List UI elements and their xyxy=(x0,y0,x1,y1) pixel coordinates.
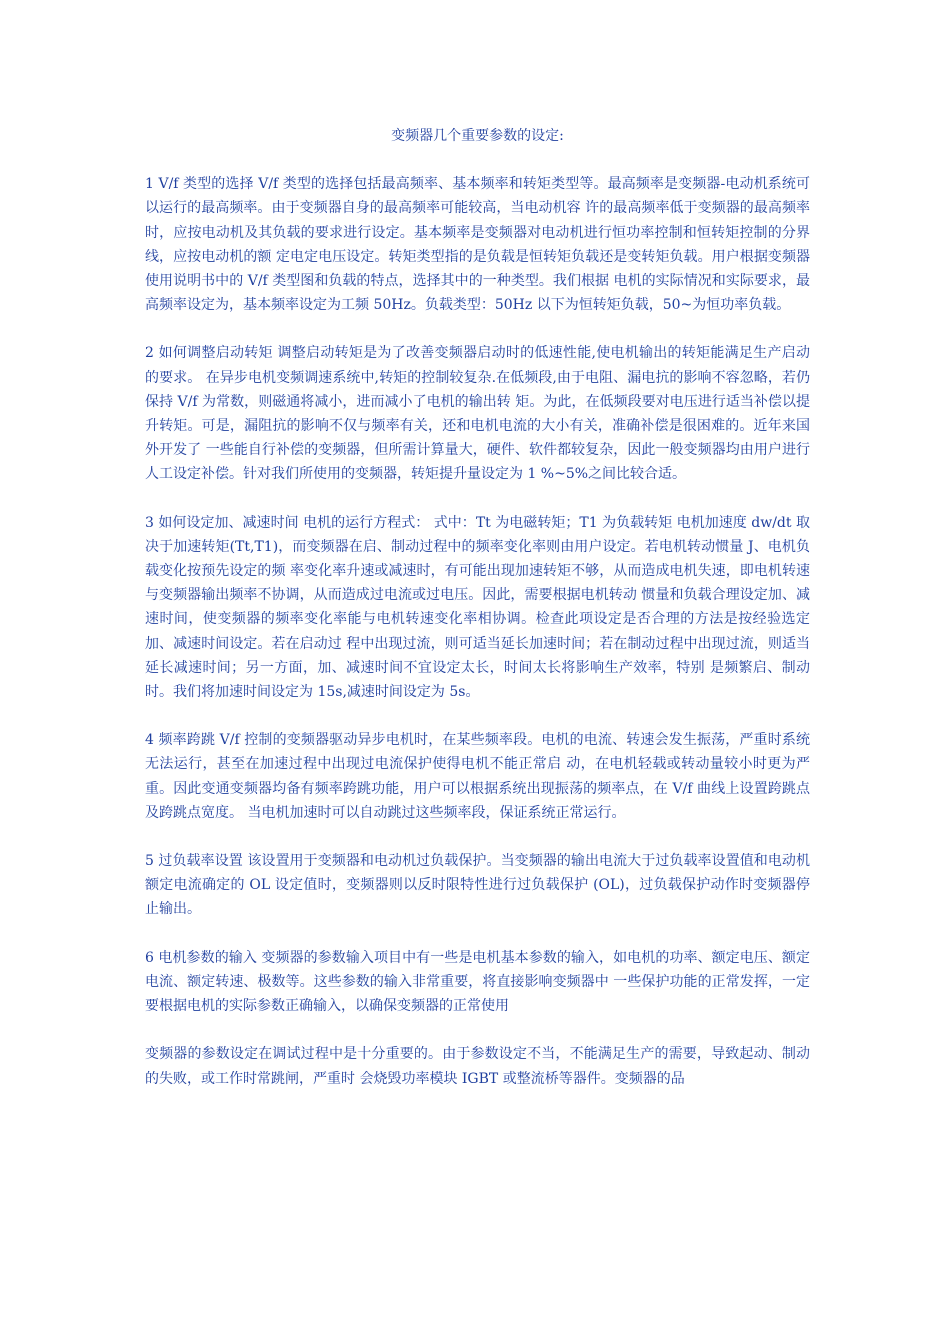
paragraph-frequency-jump: 4 频率跨跳 V/f 控制的变频器驱动异步电机时，在某些频率段。电机的电流、转速会发生振荡，严重时系统无法运行，甚至在加速过程中出现过电流保护使得电机不能正常启 动，在电机轻载或转动量较小时更为严重。因此变通变频器均备有频率跨跳功能，用户可以根据系统出现振荡的频率点，在 V/f 曲线上设置跨跳点及跨跳点宽度。 当电机加速时可以自动跳过这些频率段，保证系统正常运行。 xyxy=(145,732,810,821)
paragraph-vf-type: 1 V/f 类型的选择 V/f 类型的选择包括最高频率、基本频率和转矩类型等。最高频率是变频器-电动机系统可以运行的最高频率。由于变频器自身的最高频率可能较高，当电动机容 许的最高频率低于变频器的最高频率时，应按电动机及其负载的要求进行设定。基本频率是变频器对电动机进行恒功率控制和恒转矩控制的分界线，应按电动机的额 定电定电压设定。转矩类型指的是负载是恒转矩负载还是变转矩负载。用户根据变频器使用说明书中的 V/f 类型图和负载的特点，选择其中的一种类型。我们根据 电机的实际情况和实际要求，最高频率设定为，基本频率设定为工频 50Hz。负载类型：50Hz 以下为恒转矩负载，50~为恒功率负载。 xyxy=(145,176,810,314)
document-body xyxy=(145,124,810,1115)
paragraph-conclusion: 变频器的参数设定在调试过程中是十分重要的。由于参数设定不当，不能满足生产的需要，导致起动、制动的失败，或工作时常跳闸，严重时 会烧毁功率模块 IGBT 或整流桥等器件。变频器的品 xyxy=(145,1046,810,1087)
document-title: 变频器几个重要参数的设定: xyxy=(391,128,564,144)
paragraph-overload-rate: 5 过负载率设置 该设置用于变频器和电动机过负载保护。当变频器的输出电流大于过负载率设置值和电动机额定电流确定的 OL 设定值时，变频器则以反时限特性进行过负载保护 (OL)，过负载保护动作时变频器停止输出。 xyxy=(145,853,810,918)
paragraph-start-torque: 2 如何调整启动转矩 调整启动转矩是为了改善变频器启动时的低速性能,使电机输出的转矩能满足生产启动的要求。 在异步电机变频调速系统中,转矩的控制较复杂.在低频段,由于电阻、漏电抗的影响不容忽略，若仍保持 V/f 为常数，则磁通将减小，进而减小了电机的输出转 矩。为此，在低频段要对电压进行适当补偿以提升转矩。可是，漏阻抗的影响不仅与频率有关，还和电机电流的大小有关，准确补偿是很困难的。近年来国外开发了 一些能自行补偿的变频器，但所需计算量大，硬件、软件都较复杂，因此一般变频器均由用户进行人工设定补偿。针对我们所使用的变频器，转矩提升量设定为 1 %~5%之间比较合适。 xyxy=(145,345,810,483)
paragraph-motor-parameters: 6 电机参数的输入 变频器的参数输入项目中有一些是电机基本参数的输入，如电机的功率、额定电压、额定电流、额定转速、极数等。这些参数的输入非常重要，将直接影响变频器中 一些保护功能的正常发挥，一定要根据电机的实际参数正确输入，以确保变频器的正常使用 xyxy=(145,949,810,1015)
paragraph-accel-decel-time: 3 如何设定加、减速时间 电机的运行方程式： 式中：Tt 为电磁转矩；T1 为负载转矩 电机加速度 dw/dt 取决于加速转矩(Tt,T1)，而变频器在启、制动过程中的频率变化率则由用户设定。若电机转动惯量 J、电机负载变化按预先设定的频 率变化率升速或减速时，有可能出现加速转矩不够，从而造成电机失速，即电机转速与变频器输出频率不协调，从而造成过电流或过电压。因此，需要根据电机转动 惯量和负载合理设定加、减速时间，使变频器的频率变化率能与电机转速变化率相协调。检查此项设定是否合理的方法是按经验选定加、减速时间设定。若在启动过 程中出现过流，则可适当延长加速时间；若在制动过程中出现过流，则适当延长减速时间；另一方面，加、减速时间不宜设定太长，时间太长将影响生产效率，特别 是频繁启、制动时。我们将加速时间设定为 15s,减速时间设定为 5s。 xyxy=(145,514,810,701)
